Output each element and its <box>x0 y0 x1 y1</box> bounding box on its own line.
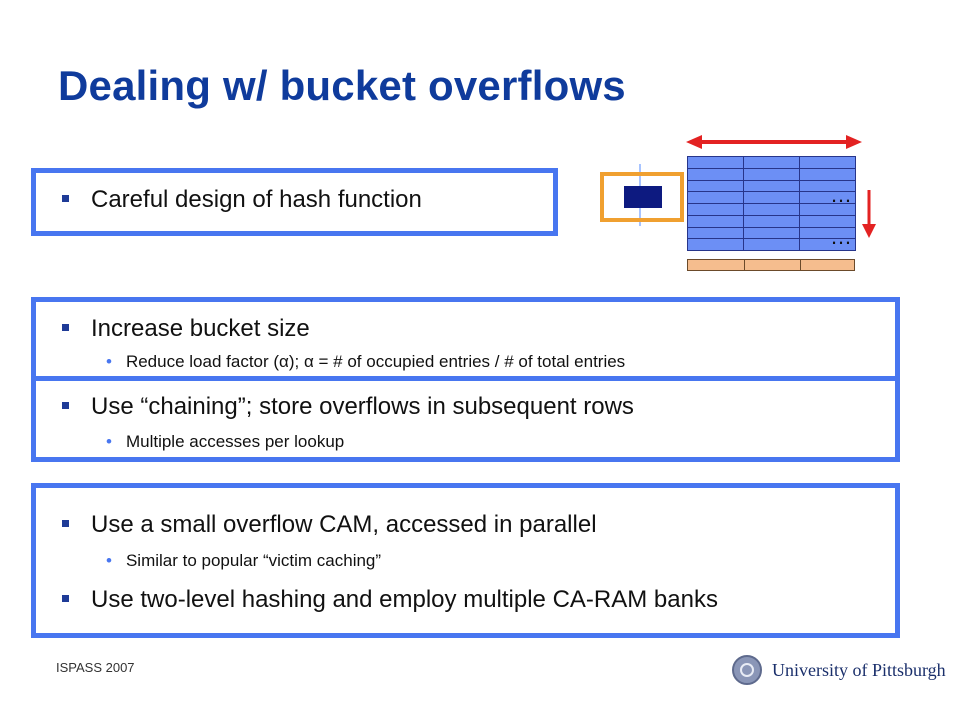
bullet-text: Increase bucket size <box>91 315 310 342</box>
university-logo-text: University of Pittsburgh <box>772 660 946 680</box>
overflow-down-arrow <box>862 190 876 238</box>
dot-bullet-icon: • <box>106 551 112 570</box>
bullet-item <box>62 511 597 539</box>
university-seal-icon <box>732 655 762 685</box>
square-bullet-icon <box>62 324 69 331</box>
table-cell <box>743 238 800 251</box>
strategy-box-chaining <box>31 376 900 462</box>
sub-bullet-text: Multiple accesses per lookup <box>125 432 345 451</box>
square-bullet-icon <box>62 595 69 602</box>
dot-bullet-icon: • <box>106 432 112 451</box>
strategy-box-overflow-cam <box>31 483 900 638</box>
sub-bullet-text: Reduce load factor (α); α = # of occupied entries / # of total entries <box>125 352 626 371</box>
bullet-item <box>62 186 422 214</box>
bullet-item <box>62 393 634 421</box>
strategy-box-hash <box>31 168 558 236</box>
sub-bullet-item <box>106 432 344 452</box>
bullet-text: Use a small overflow CAM, accessed in parallel <box>91 511 597 538</box>
strategy-box-bucket-size <box>31 297 900 381</box>
overflow-row <box>687 259 855 271</box>
square-bullet-icon <box>62 195 69 202</box>
sub-bullet-text: Similar to popular “victim caching” <box>125 551 382 570</box>
square-bullet-icon <box>62 402 69 409</box>
slide-title: Dealing w/ bucket overflows <box>58 62 626 109</box>
bullet-text: Use “chaining”; store overflows in subsequent rows <box>91 393 634 420</box>
ellipsis-bottom: … <box>830 224 852 249</box>
dot-bullet-icon: • <box>106 352 112 371</box>
square-bullet-icon <box>62 520 69 527</box>
bullet-item <box>62 586 718 614</box>
bullet-text: Use two-level hashing and employ multiple CA-RAM banks <box>91 586 718 613</box>
sub-bullet-item <box>106 551 381 571</box>
sub-bullet-item <box>106 352 625 372</box>
bullet-item <box>62 315 310 343</box>
bullet-text: Careful design of hash function <box>91 186 422 213</box>
bucket-selector-block <box>624 186 662 208</box>
table-cell <box>687 238 744 251</box>
width-arrow <box>686 135 862 149</box>
ellipsis-top: … <box>830 182 852 207</box>
footer-conference: ISPASS 2007 <box>56 660 135 675</box>
hash-table-diagram <box>590 130 880 280</box>
